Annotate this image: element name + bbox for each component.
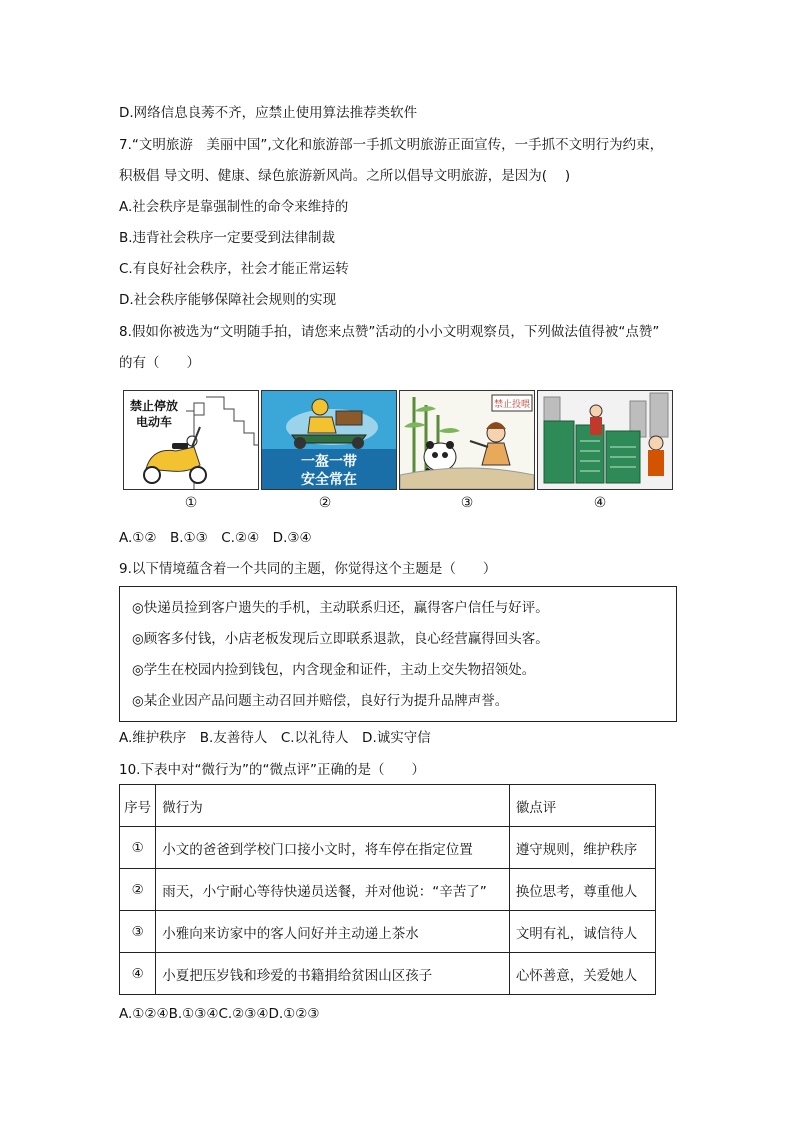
behavior-table <box>119 784 656 995</box>
table-row <box>120 953 656 995</box>
header-index: 序号 <box>120 785 156 827</box>
question-8-pictures <box>123 390 671 490</box>
picture-garbage-sorting <box>537 390 673 490</box>
table-header-row <box>120 785 656 827</box>
no-feeding-sign-text: 禁止投喂 <box>493 400 531 410</box>
picture-label-1: ① <box>184 495 198 511</box>
question-7-option-b: B.违背社会秩序一定要受到法律制裁 <box>119 230 336 246</box>
question-9-options: A.维护秩序 B.友善待人 C.以礼待人 D.诚实守信 <box>119 730 431 746</box>
row-comment: 遵守规则，维护秩序 <box>509 827 655 869</box>
question-8-stem-line1: 8.假如你被选为“文明随手拍，请您来点赞”活动的小小文明观察员，下列做法值得被“点赞” <box>119 324 660 340</box>
picture-label-4: ④ <box>593 495 607 511</box>
table-row <box>120 827 656 869</box>
row-comment: 换位思考，尊重他人 <box>509 869 655 911</box>
table-row <box>120 869 656 911</box>
row-comment: 文明有礼，诚信待人 <box>509 911 655 953</box>
option-d-previous: D.网络信息良莠不齐，应禁止使用算法推荐类软件 <box>119 105 418 121</box>
header-comment: 徽点评 <box>509 785 655 827</box>
question-7-stem-line1: 7.“文明旅游 美丽中国”,文化和旅游部一手抓文明旅游正面宣传，一手抓不文明行为约束， <box>119 137 664 153</box>
row-behavior: 小文的爸爸到学校门口接小文时，将车停在指定位置 <box>156 827 510 869</box>
table-row <box>120 911 656 953</box>
question-8-options: A.①② B.①③ C.②④ D.③④ <box>119 530 312 546</box>
banner-text-line1: 一盔一带 <box>301 454 357 470</box>
row-behavior: 小雅向来访家中的客人问好并主动递上茶水 <box>156 911 510 953</box>
header-behavior: 微行为 <box>156 785 510 827</box>
question-9-stem: 9.以下情境蕴含着一个共同的主题，你觉得这个主题是（ ） <box>119 561 497 577</box>
picture-label-2: ② <box>318 495 332 511</box>
row-behavior: 小夏把压岁钱和珍爱的书籍捐给贫困山区孩子 <box>156 953 510 995</box>
question-7-stem-line2: 积极倡 导文明、健康、绿色旅游新风尚。之所以倡导文明旅游，是因为( ) <box>119 168 571 184</box>
scenario-item: ◎顾客多付钱，小店老板发现后立即联系退款，良心经营赢得回头客。 <box>132 631 549 647</box>
row-index: ② <box>120 869 156 911</box>
picture-feeding-panda <box>399 390 535 490</box>
picture-label-3: ③ <box>460 495 474 511</box>
row-behavior: 雨天，小宁耐心等待快递员送餐，并对他说：“辛苦了” <box>156 869 510 911</box>
no-parking-sign-text-2: 电动车 <box>136 415 173 429</box>
question-7-option-a: A.社会秩序是靠强制性的命令来维持的 <box>119 199 349 215</box>
banner-text-line2: 安全常在 <box>301 472 357 488</box>
row-comment: 心怀善意，关爱她人 <box>509 953 655 995</box>
scenario-item: ◎学生在校园内捡到钱包，内含现金和证件，主动上交失物招领处。 <box>132 662 536 678</box>
row-index: ① <box>120 827 156 869</box>
row-index: ③ <box>120 911 156 953</box>
picture-no-ebike-parking <box>123 390 259 490</box>
question-8-stem-line2: 的有（ ） <box>119 355 200 371</box>
scenario-item: ◎快递员捡到客户遗失的手机，主动联系归还，赢得客户信任与好评。 <box>132 600 549 616</box>
question-10-options: A.①②④B.①③④C.②③④D.①②③ <box>119 1006 320 1022</box>
scenario-item: ◎某企业因产品问题主动召回并赔偿，良好行为提升品牌声誉。 <box>132 693 509 709</box>
question-10-stem: 10.下表中对“微行为”的“微点评”正确的是（ ） <box>119 762 425 778</box>
scooter-icon <box>144 427 206 483</box>
question-7-option-d: D.社会秩序能够保障社会规则的实现 <box>119 292 337 308</box>
row-index: ④ <box>120 953 156 995</box>
no-parking-sign-text-1: 禁止停放 <box>130 399 179 413</box>
scenario-box <box>119 586 677 722</box>
picture-helmet-seatbelt <box>261 390 397 490</box>
question-7-option-c: C.有良好社会秩序，社会才能正常运转 <box>119 261 349 277</box>
